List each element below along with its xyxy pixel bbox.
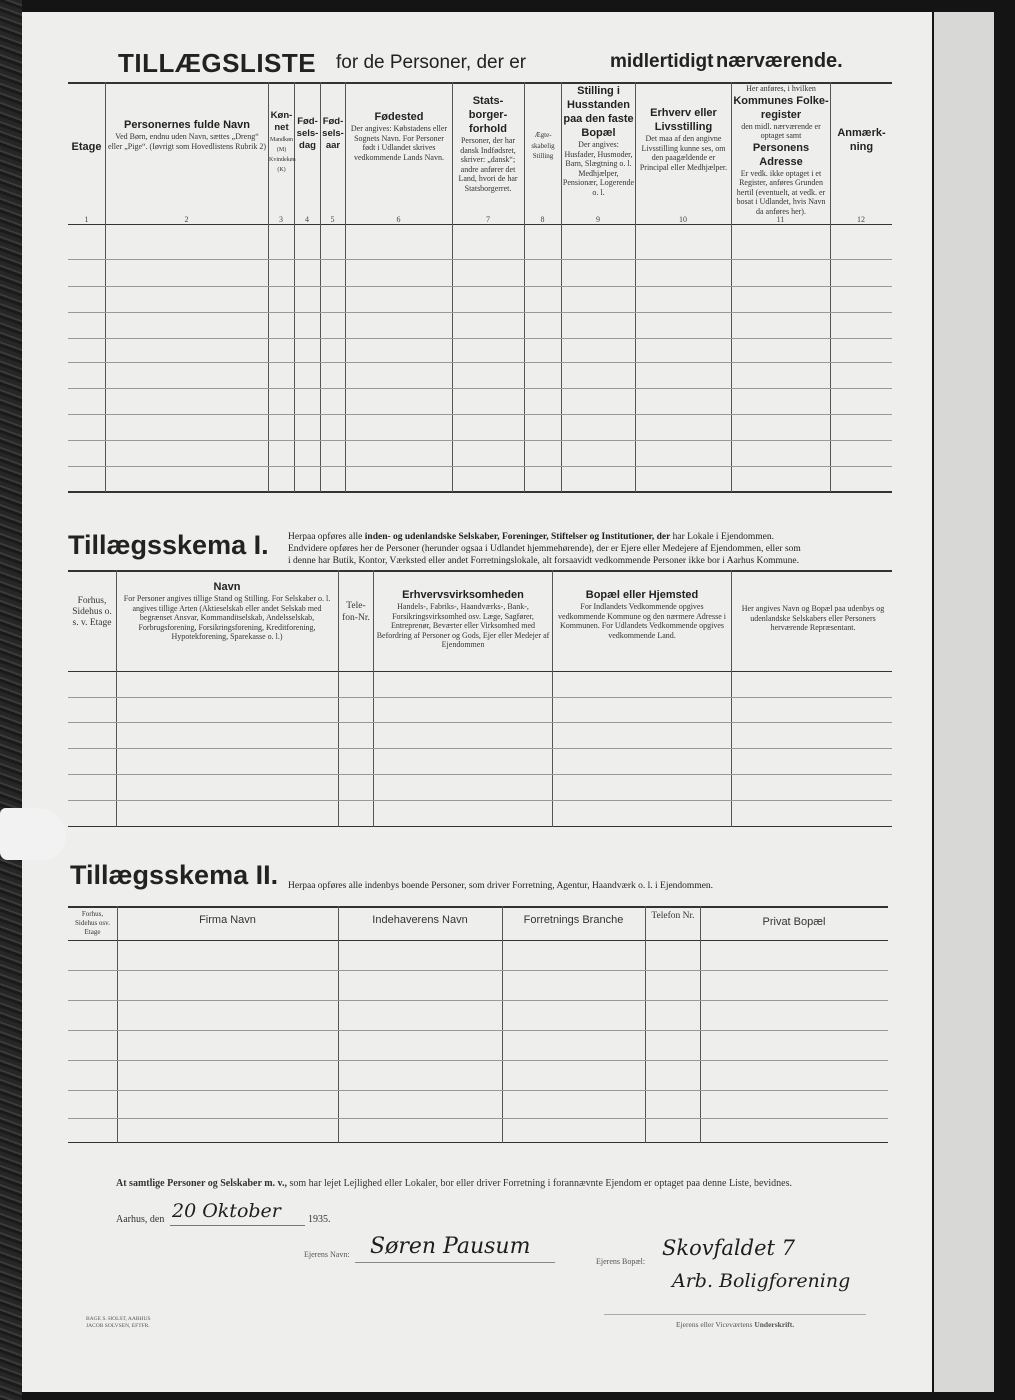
- schema1-header-address: Bopæl eller Hjemsted For Indlandets Vedkommende opgives vedkommende Kommune og den nærmere Adresse i Kommunen. For Udlandets Vedkommende opgives vedkommende Land.: [558, 589, 726, 640]
- main-header-bottom: [68, 224, 892, 225]
- col-number: 11: [776, 215, 785, 224]
- schema2-header-private-address: Privat Bopæl: [762, 916, 826, 928]
- place-label: Aarhus, den: [116, 1214, 165, 1225]
- main-col-line: [635, 82, 636, 492]
- schema2-header-phone: Telefon Nr.: [651, 911, 695, 921]
- main-title: TILLÆGSLISTE: [118, 48, 317, 78]
- owner-address-line2: Arb. Boligforening: [672, 1270, 851, 1292]
- col-header-birthplace: Fødested Der angives: Købstadens eller Sognets Navn. For Personer født i Udlandet skrives vedkommende Lands Navn.: [350, 111, 448, 162]
- main-title-bold-1: midlertidigt: [610, 51, 714, 72]
- col-header-occupation: Erhverv eller Livsstilling Det maa af den angivne Livsstilling kunne ses, om den paagældende er Principal eller Medhjælper.: [639, 107, 728, 172]
- schema1-row-line: [68, 800, 892, 801]
- schema1-col-line: [373, 570, 374, 827]
- owner-name-label: Ejerens Navn:: [304, 1250, 350, 1259]
- main-table-bottom: [68, 491, 892, 493]
- main-col-line: [105, 82, 106, 492]
- printer-imprint: BAGE S. HOLST, AARHUS JACOB SOLVSEN, EFTFR.: [86, 1316, 151, 1329]
- main-title-bold-2: nærværende.: [716, 50, 843, 72]
- col-number: 12: [857, 215, 865, 224]
- col-number: 7: [486, 215, 490, 224]
- certification-text: At samtlige Personer og Selskaber m. v., som har lejet Lejlighed eller Lokaler, bor eller driver Forretning i forannævnte Ejendom er optaget paa denne Liste, bevidnes.: [116, 1178, 792, 1189]
- schema2-header-etage: Forhus, Sidehus osv. Etage: [75, 910, 110, 936]
- next-page-edge: [934, 12, 994, 1392]
- schema1-row-line: [68, 748, 892, 749]
- schema1-header-etage: Forhus, Sidehus o. s. v. Etage: [72, 596, 112, 628]
- date-line: [170, 1225, 305, 1226]
- schema2-intro: Herpaa opføres alle indenbys boende Personer, som driver Forretning, Agentur, Haandværk o. l. i Ejendommen.: [288, 881, 714, 891]
- schema1-top: [68, 570, 892, 572]
- schema2-col-line: [700, 906, 701, 1143]
- main-row-line: [68, 362, 892, 363]
- schema2-header-firm: Firma Navn: [199, 914, 256, 926]
- schema2-row-line: [68, 1030, 888, 1031]
- schema1-header-phone: Tele-fon-Nr.: [342, 601, 370, 623]
- main-row-line: [68, 414, 892, 415]
- col-number: 5: [330, 215, 335, 224]
- owner-address-line1: Skovfaldet 7: [662, 1236, 795, 1260]
- schema2-row-line: [68, 1090, 888, 1091]
- schema1-title: Tillægsskema I.: [68, 530, 269, 560]
- schema2-bottom: [68, 1142, 888, 1143]
- schema2-col-line: [117, 906, 118, 1143]
- col-number: 2: [184, 215, 189, 224]
- schema2-header-owner: Indehaverens Navn: [372, 914, 468, 926]
- col-number: 9: [596, 215, 600, 224]
- col-header-citizenship: Stats-borger-forhold Personer, der har dansk Indfødsret, skriver: „dansk“; andre anfører det Land, hvori de har Statsborgerret.: [458, 95, 518, 193]
- schema1-row-line: [68, 722, 892, 723]
- date-handwritten: 20 Oktober: [172, 1200, 281, 1222]
- col-header-register: Her anføres, i hvilken Kommunes Folke-register den midl. nærværende er optaget samt Personens Adresse Er vedk. ikke optaget i et Register, anføres Grunden hertil (eventuelt, at vedk. er bosat i Udlandet, hvis Navn da anføres her).: [733, 84, 829, 216]
- main-row-line: [68, 259, 892, 260]
- main-row-line: [68, 440, 892, 441]
- col-header-birthyear: Fød-sels-aar: [322, 116, 344, 151]
- schema1-row-line: [68, 697, 892, 698]
- main-col-line: [345, 82, 346, 492]
- col-header-marital: Ægte-skabelig Stilling: [531, 131, 555, 160]
- schema1-header-representative: Her angives Navn og Bopæl paa udenbys og udenlandske Selskabers eller Personers herværende Repræsentant.: [741, 604, 885, 632]
- binding-edge: [0, 0, 22, 1400]
- main-col-line: [452, 82, 453, 492]
- signature-label: Ejerens eller Viceværtens Underskrift.: [676, 1320, 795, 1329]
- schema1-col-line: [552, 570, 553, 827]
- schema1-col-line: [338, 570, 339, 827]
- schema1-header-name: Navn For Personer angives tillige Stand og Stilling. For Selskaber o. l. angives tillige Arten (Aktieselskab eller andet Selskab med begrænset Ansvar, Kommanditselskab, Andelsselskab, Forbrugsforening, Forsikringsforening, Kreditforening, Hypotekforening, Sparekasse o. l.): [123, 581, 331, 641]
- main-row-line: [68, 388, 892, 389]
- col-number: 10: [679, 215, 687, 224]
- main-row-line: [68, 312, 892, 313]
- schema2-col-line: [645, 906, 646, 1143]
- schema2-row-line: [68, 1000, 888, 1001]
- schema2-col-line: [502, 906, 503, 1143]
- signature-line: [604, 1314, 866, 1315]
- schema1-row-line: [68, 774, 892, 775]
- year: 1935.: [308, 1214, 331, 1225]
- schema1-header-business: Erhvervsvirksomheden Handels-, Fabriks-, Haandværks-, Bank-, Forsikringsvirksomhed osv. Læge, Sagfører, Entreprenør, Beværter eller Virksomhed med Befordring af Personer og Gods, Ejer eller Medejer af Ejendommen: [376, 589, 550, 649]
- schema2-header-branch: Forretnings Branche: [523, 914, 624, 926]
- schema2-header-bottom: [68, 940, 888, 941]
- schema2-title: Tillægsskema II.: [70, 860, 279, 890]
- col-number: 4: [305, 215, 309, 224]
- schema1-col-line: [731, 570, 732, 827]
- schema2-row-line: [68, 1060, 888, 1061]
- col-number: 3: [279, 215, 283, 224]
- schema2-col-line: [338, 906, 339, 1143]
- schema1-bottom: [68, 826, 892, 827]
- owner-address-label: Ejerens Bopæl:: [596, 1257, 646, 1266]
- col-header-sex: Køn-net Mandkøn (M) Kvindekøn (K): [269, 110, 296, 173]
- schema1-col-line: [116, 570, 117, 827]
- schema2-row-line: [68, 970, 888, 971]
- col-number: 1: [84, 215, 89, 224]
- main-row-line: [68, 286, 892, 287]
- schema2-row-line: [68, 1118, 888, 1119]
- col-header-remarks: Anmærk-ning: [837, 127, 886, 153]
- col-header-name: Personernes fulde Navn Ved Børn, endnu uden Navn, sættes „Dreng“ eller „Pige“. (Iøvrigt som Hovedlistens Rubrik 2): [108, 119, 266, 151]
- paper-clip: [0, 808, 66, 860]
- col-number: 6: [396, 215, 401, 224]
- main-title-rest: for de Personer, der er: [336, 52, 527, 73]
- col-header-birthday: Fød-sels-dag: [296, 116, 319, 151]
- col-header-etage: Etage: [71, 141, 102, 153]
- col-number: 8: [540, 215, 545, 224]
- main-row-line: [68, 466, 892, 467]
- schema1-header-bottom: [68, 671, 892, 672]
- main-row-line: [68, 338, 892, 339]
- owner-name-line: [355, 1262, 555, 1263]
- col-header-household: Stilling i Husstanden paa den faste Bopæl Der angives: Husfader, Husmoder, Barn, Slægtning o. l. Medhjælper, Pensionær, Logerende o. l.: [562, 85, 635, 197]
- owner-name-handwritten: Søren Pausum: [370, 1234, 531, 1259]
- schema2-top: [68, 906, 888, 908]
- schema1-intro: Herpaa opføres alle inden- og udenlandske Selskaber, Foreninger, Stiftelser og Institutioner, der har Lokale i Ejendommen. Endvidere opføres her de Personer (herunder ogsaa i Udlandet hjemmehørende), der er Ejere eller Medejere af Ejendommen, eller som i denne har Butik, Kontor, Værksted eller andet Forretningslokale, alt forsaavidt vedkommende Personer ikke bor i Aarhus Kommune.: [288, 532, 801, 566]
